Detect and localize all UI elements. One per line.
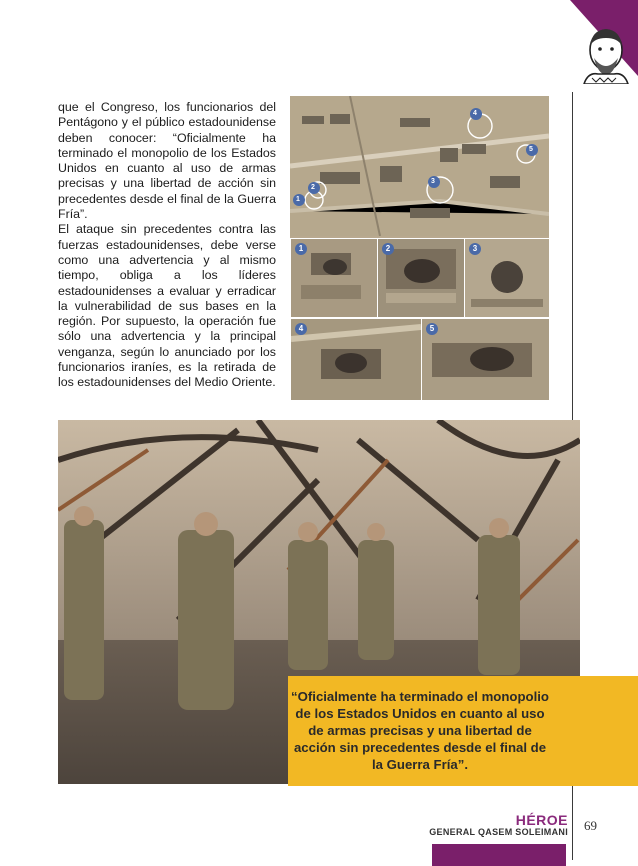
inset-image-4-graphic <box>291 319 421 400</box>
brand-title: HÉROE <box>515 812 568 828</box>
footer-bar <box>432 844 566 866</box>
brand-subtitle: GENERAL QASEM SOLEIMANI <box>429 827 568 837</box>
portrait-illustration <box>578 20 634 84</box>
map-marker-4: 4 <box>473 110 477 117</box>
satellite-image-panel <box>290 96 549 400</box>
map-marker-1: 1 <box>296 196 300 203</box>
map-marker-5: 5 <box>529 146 533 153</box>
article-body <box>58 100 276 391</box>
satellite-overview-image <box>290 96 549 236</box>
pull-quote: “Oficialmente ha terminado el monopolio de los Estados Unidos en cuanto al uso de armas precisas y una libertad de acción sin precedentes desde el final de la Guerra Fría”. <box>291 689 549 772</box>
inset-label-1: 1 <box>295 243 307 255</box>
inset-image-5 <box>421 318 549 400</box>
inset-label-3: 3 <box>469 243 481 255</box>
inset-image-3 <box>464 238 549 318</box>
map-marker-3: 3 <box>431 178 435 185</box>
inset-label-4: 4 <box>295 323 307 335</box>
inset-image-4 <box>290 318 422 400</box>
inset-image-1 <box>290 238 378 318</box>
inset-label-5: 5 <box>426 323 438 335</box>
page-number: 69 <box>584 818 597 833</box>
inset-label-2: 2 <box>382 243 394 255</box>
map-marker-2: 2 <box>311 184 315 191</box>
inset-image-2 <box>377 238 465 318</box>
footer-brand <box>429 813 568 838</box>
inset-image-5-graphic <box>422 319 549 400</box>
pull-quote-box <box>288 676 638 786</box>
paragraph: El ataque sin precedentes contra las fuerzas estadounidenses, debe verse como una advertencia y al mismo tiempo, obliga a los líderes estadounidenses a evaluar y erradicar la vulnerabilidad de sus bases en la región. Por supuesto, la operación fue sólo una advertencia y la principal venganza, según lo anunciado por los funcionarios iraníes, es la retirada de los estadounidenses del Medio Oriente. <box>58 222 276 390</box>
paragraph: que el Congreso, los funcionarios del Pentágono y el público estadounidense deben conocer: “Oficialmente ha terminado el monopolio de los Estados Unidos en cuanto al uso de armas precisas y una libertad de acción sin precedentes desde el final de la Guerra Fría”. <box>58 100 276 222</box>
